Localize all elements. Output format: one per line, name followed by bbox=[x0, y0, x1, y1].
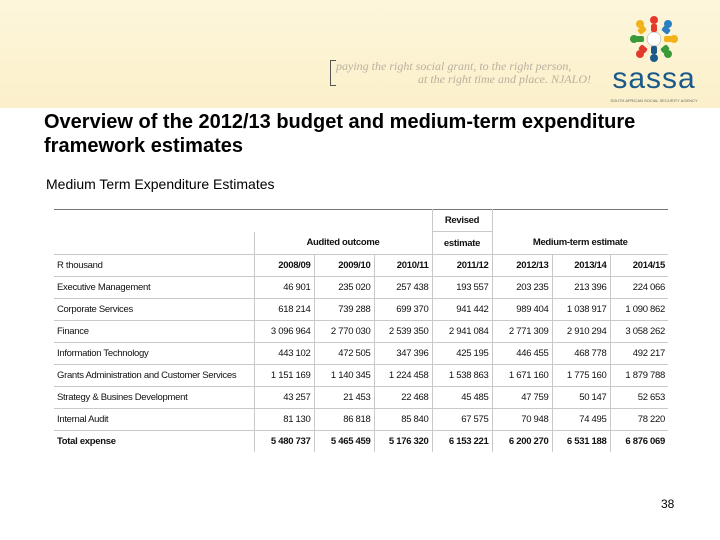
row-label: Internal Audit bbox=[54, 409, 254, 431]
column-header: 2008/09 bbox=[254, 255, 314, 277]
column-header: 2013/14 bbox=[552, 255, 610, 277]
row-label: Executive Management bbox=[54, 277, 254, 299]
blank-cell bbox=[54, 209, 254, 232]
table-cell: 347 396 bbox=[374, 343, 432, 365]
total-cell: 6 531 188 bbox=[552, 431, 610, 453]
table-cell: 443 102 bbox=[254, 343, 314, 365]
column-header: 2010/11 bbox=[374, 255, 432, 277]
blank-cell bbox=[492, 209, 668, 232]
row-label: Information Technology bbox=[54, 343, 254, 365]
table-cell: 472 505 bbox=[314, 343, 374, 365]
table-cell: 85 840 bbox=[374, 409, 432, 431]
sassa-logo bbox=[604, 14, 704, 106]
table-cell: 2 910 294 bbox=[552, 321, 610, 343]
table-cell: 1 151 169 bbox=[254, 365, 314, 387]
audited-outcome-label: Audited outcome bbox=[254, 232, 432, 255]
tagline-line-1: paying the right social grant, to the right person, bbox=[336, 59, 572, 73]
table-cell: 1 879 788 bbox=[610, 365, 668, 387]
table-cell: 2 770 030 bbox=[314, 321, 374, 343]
row-label: Strategy & Busines Development bbox=[54, 387, 254, 409]
table-cell: 1 090 862 bbox=[610, 299, 668, 321]
table-cell: 2 941 084 bbox=[432, 321, 492, 343]
table-cell: 1 775 160 bbox=[552, 365, 610, 387]
page-number: 38 bbox=[661, 497, 675, 511]
page-title: Overview of the 2012/13 budget and medium-term expenditure framework estimates bbox=[44, 111, 636, 157]
total-cell: 5 465 459 bbox=[314, 431, 374, 453]
table-row bbox=[54, 409, 668, 431]
estimate-label: estimate bbox=[432, 232, 492, 255]
table-cell: 43 257 bbox=[254, 387, 314, 409]
table-cell: 70 948 bbox=[492, 409, 552, 431]
table-cell: 3 096 964 bbox=[254, 321, 314, 343]
table-cell: 257 438 bbox=[374, 277, 432, 299]
table-cell: 1 224 458 bbox=[374, 365, 432, 387]
table-row bbox=[54, 321, 668, 343]
table-cell: 618 214 bbox=[254, 299, 314, 321]
column-header: 2014/15 bbox=[610, 255, 668, 277]
table-cell: 1 671 160 bbox=[492, 365, 552, 387]
table-cell: 52 653 bbox=[610, 387, 668, 409]
row-label: Grants Administration and Customer Services bbox=[54, 365, 254, 387]
table-cell: 46 901 bbox=[254, 277, 314, 299]
table-cell: 21 453 bbox=[314, 387, 374, 409]
table-cell: 989 404 bbox=[492, 299, 552, 321]
page-subtitle: Medium Term Expenditure Estimates bbox=[46, 176, 275, 192]
total-cell: 6 200 270 bbox=[492, 431, 552, 453]
table-cell: 74 495 bbox=[552, 409, 610, 431]
table-cell: 203 235 bbox=[492, 277, 552, 299]
logo-figures-icon bbox=[604, 14, 704, 64]
table-cell: 81 130 bbox=[254, 409, 314, 431]
table-cell: 699 370 bbox=[374, 299, 432, 321]
table-cell: 1 038 917 bbox=[552, 299, 610, 321]
total-label: Total expense bbox=[57, 436, 116, 447]
medium-term-label: Medium-term estimate bbox=[492, 232, 668, 255]
table-cell: 446 455 bbox=[492, 343, 552, 365]
table-cell: 425 195 bbox=[432, 343, 492, 365]
table-cell: 2 539 350 bbox=[374, 321, 432, 343]
total-cell: 6 876 069 bbox=[610, 431, 668, 453]
table-cell: 78 220 bbox=[610, 409, 668, 431]
column-header: 2011/12 bbox=[432, 255, 492, 277]
logo-subtext: SOUTH AFRICAN SOCIAL SECURITY AGENCY bbox=[610, 98, 698, 103]
table-cell: 2 771 309 bbox=[492, 321, 552, 343]
table-row bbox=[54, 299, 668, 321]
column-header: 2009/10 bbox=[314, 255, 374, 277]
table-cell: 67 575 bbox=[432, 409, 492, 431]
total-cell: 6 153 221 bbox=[432, 431, 492, 453]
blank-cell bbox=[54, 232, 254, 255]
table-cell: 235 020 bbox=[314, 277, 374, 299]
budget-table bbox=[54, 209, 668, 450]
column-header: R thousand bbox=[54, 255, 254, 277]
table-row bbox=[54, 365, 668, 387]
table-cell: 1 538 863 bbox=[432, 365, 492, 387]
table-cell: 492 217 bbox=[610, 343, 668, 365]
table-cell: 193 557 bbox=[432, 277, 492, 299]
table-cell: 739 288 bbox=[314, 299, 374, 321]
total-cell: 5 480 737 bbox=[254, 431, 314, 453]
table-cell: 22 468 bbox=[374, 387, 432, 409]
table-cell: 213 396 bbox=[552, 277, 610, 299]
table-row bbox=[54, 343, 668, 365]
total-cell: 5 176 320 bbox=[374, 431, 432, 453]
logo-wordmark: sassa bbox=[612, 62, 696, 95]
table-cell: 1 140 345 bbox=[314, 365, 374, 387]
blank-cell bbox=[254, 209, 432, 232]
table-header-row-2 bbox=[54, 232, 668, 255]
revised-label: Revised bbox=[432, 209, 492, 232]
column-header-row bbox=[54, 255, 668, 277]
table-row bbox=[54, 277, 668, 299]
tagline bbox=[336, 60, 591, 86]
table-cell: 468 778 bbox=[552, 343, 610, 365]
tagline-line-2: at the right time and place. NJALO! bbox=[418, 72, 591, 86]
table-cell: 50 147 bbox=[552, 387, 610, 409]
table-cell: 86 818 bbox=[314, 409, 374, 431]
total-row bbox=[54, 431, 668, 453]
table-cell: 47 759 bbox=[492, 387, 552, 409]
table-cell: 3 058 262 bbox=[610, 321, 668, 343]
table-header-row-1 bbox=[54, 209, 668, 232]
row-label: Finance bbox=[54, 321, 254, 343]
table-cell: 45 485 bbox=[432, 387, 492, 409]
table-row bbox=[54, 387, 668, 409]
row-label: Corporate Services bbox=[54, 299, 254, 321]
table-cell: 224 066 bbox=[610, 277, 668, 299]
column-header: 2012/13 bbox=[492, 255, 552, 277]
table-cell: 941 442 bbox=[432, 299, 492, 321]
